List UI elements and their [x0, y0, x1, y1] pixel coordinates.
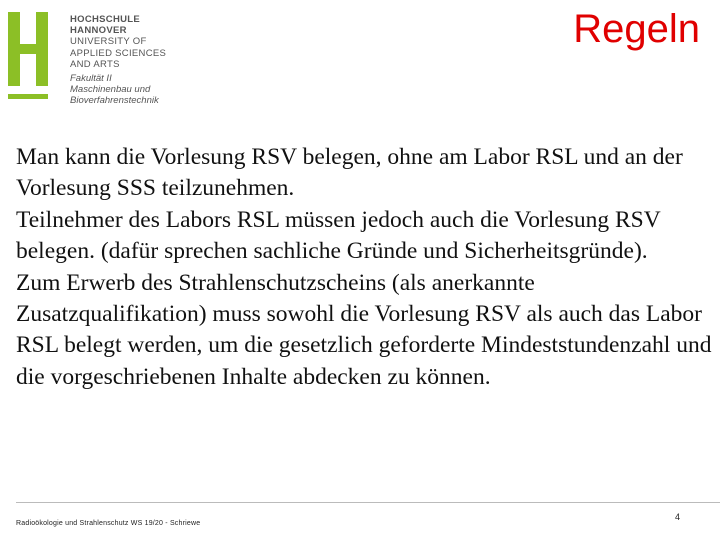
logo-h-mark: [8, 12, 58, 100]
footer-course-text: Radioökologie und Strahlenschutz WS 19/20 - Schriewe: [16, 520, 201, 527]
logo-line-1: HOCHSCHULE: [70, 14, 141, 25]
logo-line-4: APPLIED SCIENCES: [70, 47, 167, 59]
slide-title: Regeln: [573, 7, 700, 51]
logo-line-3: UNIVERSITY OF: [70, 36, 147, 48]
footer-divider: [16, 502, 720, 503]
logo-line-2: HANNOVER: [70, 25, 127, 37]
faculty-text: [70, 73, 166, 107]
body-paragraph-2: Teilnehmer des Labors RSL müssen jedoch auch die Vorlesung RSV belegen. (dafür sprechen sachliche Gründe und Sicherheitsgründe).: [16, 206, 661, 265]
faculty-line-1: Fakultät II: [70, 73, 112, 85]
slide-body: [16, 142, 716, 393]
body-paragraph-3: Zum Erwerb des Strahlenschutzscheins (als anerkannte Zusatzqualifikation) muss sowohl die Vorlesung RSV als auch das Labor RSL belegt werden, um die gesetzlich geforderte Mindeststundenzahl und die vorgeschriebenen Inhalte abdecken zu können.: [16, 269, 712, 390]
faculty-line-2: Maschinenbau und: [70, 84, 151, 96]
logo-line-5: AND ARTS: [70, 58, 120, 70]
page-number: 4: [674, 512, 680, 522]
faculty-line-3: Bioverfahrenstechnik: [70, 95, 159, 107]
body-paragraph-1: Man kann die Vorlesung RSV belegen, ohne am Labor RSL und an der Vorlesung SSS teilzunehmen.: [16, 144, 683, 202]
logo-text: [70, 14, 166, 107]
